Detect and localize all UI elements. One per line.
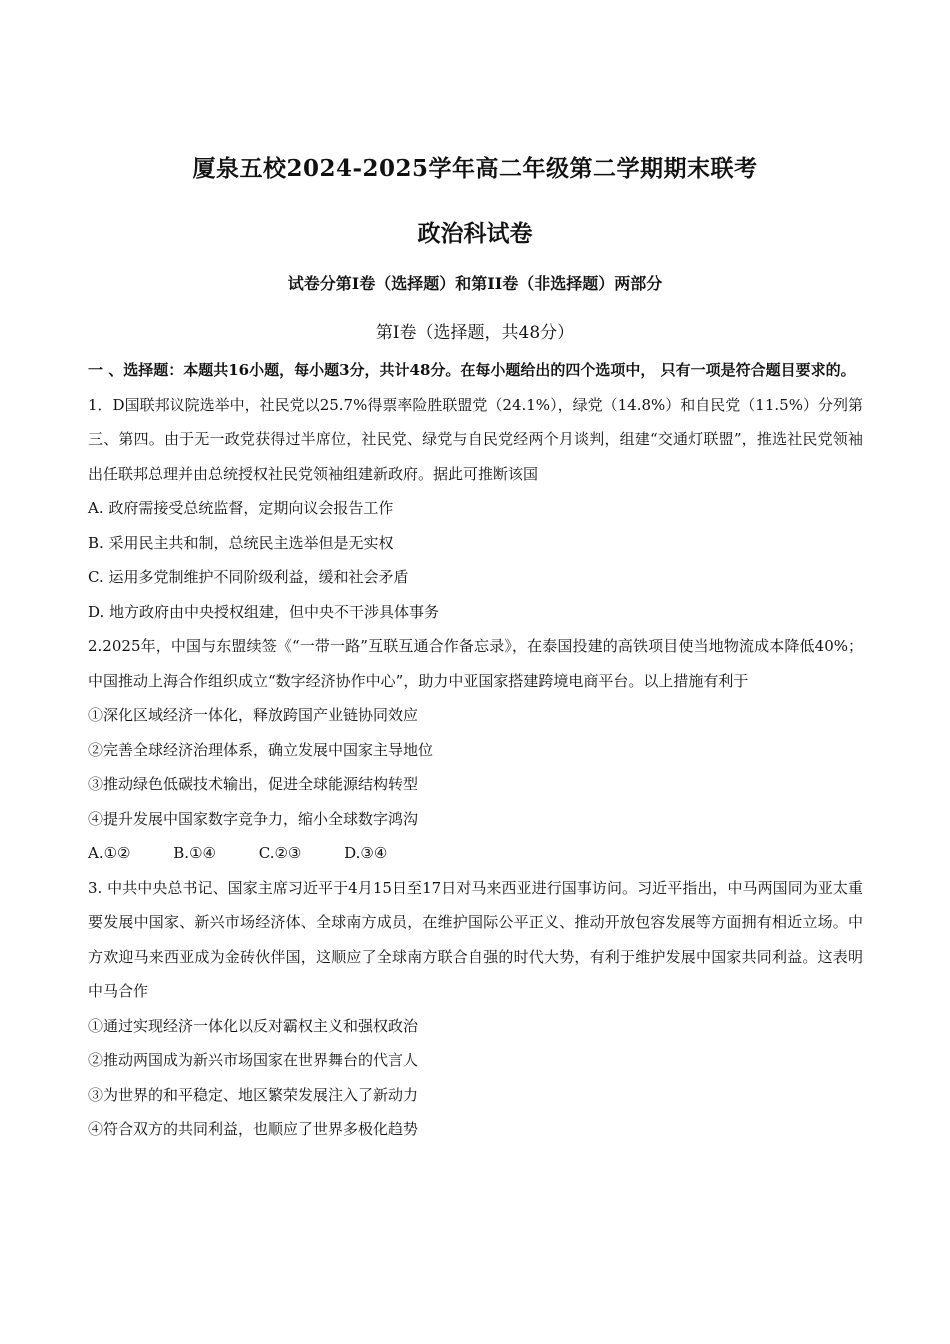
question-2-choice-b: B.①④ (173, 844, 216, 862)
question-3-statement-2: ②推动两国成为新兴市场国家在世界舞台的代言人 (88, 1051, 419, 1069)
question-3-statement-3: ③为世界的和平稳定、地区繁荣发展注入了新动力 (88, 1085, 419, 1104)
question-1-option-a: A. 政府需接受总统监督，定期向议会报告工作 (88, 499, 394, 517)
question-1-option-b: B. 采用民主共和制，总统民主选举但是无实权 (88, 533, 394, 552)
exam-title: 厦泉五校2024-2025学年高二年级第二学期期末联考 (192, 155, 758, 182)
section-heading: 一 、选择题：本题共16小题，每小题3分，共计48分。在每小题给出的四个选项中， 只有一项是符合题目要求的。 (88, 361, 856, 379)
question-2-choice-a: A.①② (88, 844, 131, 862)
question-2-statement-4: ④提升发展中国家数字竞争力，缩小全球数字鸿沟 (88, 809, 419, 828)
question-2-statement-3: ③推动绿色低碳技术输出，促进全球能源结构转型 (88, 775, 419, 793)
question-2-statement-2: ②完善全球经济治理体系，确立发展中国家主导地位 (88, 740, 434, 759)
question-3-statement-1: ①通过实现经济一体化以反对霸权主义和强权政治 (88, 1016, 419, 1035)
question-3-statement-4: ④符合双方的共同利益，也顺应了世界多极化趋势 (88, 1120, 419, 1138)
question-1-option-d: D. 地方政府由中央授权组建，但中央不干涉具体事务 (88, 602, 440, 621)
question-1-stem: 1．D国联邦议院选举中，社民党以25.7%得票率险胜联盟党（24.1%），绿党（14.8%）和自民党（11.5%）分列第三、第四。由于无一政党获得过半席位，社民党、绿党与自民党经两个月谈判，组建“交通灯联盟”，推选社民党领袖出任联邦总理并由总统授权社民党领袖组建新政府。据此可推断该国 (88, 395, 863, 483)
question-1-option-c: C. 运用多党制维护不同阶级利益，缓和社会矛盾 (88, 568, 409, 586)
question-3-stem: 3. 中共中央总书记、国家主席习近平于4月15日至17日对马来西亚进行国事访问。习近平指出，中马两国同为亚太重要发展中国家、新兴市场经济体、全球南方成员，在维护国际公平正义、推动开放包容发展等方面拥有相近立场。中方欢迎马来西亚成为金砖伙伴国，这顺应了全球南方联合自强的时代大势，有利于维护发展中国家共同利益。这表明中马合作 (88, 878, 863, 1000)
question-2-choice-d: D.③④ (344, 844, 388, 862)
question-2-stem: 2.2025年，中国与东盟续签《“一带一路”互联互通合作备忘录》，在泰国投建的高铁项目使当地物流成本降低40%；中国推动上海合作组织成立“数字经济协作中心”，助力中亚国家搭建跨境电商平台。以上措施有利于 (88, 637, 863, 690)
question-2-choice-c: C.②③ (258, 844, 302, 862)
question-2-choices (88, 836, 863, 871)
questions-body (88, 353, 863, 1147)
exam-subtitle: 政治科试卷 (417, 220, 533, 247)
exam-instructions: 试卷分第Ⅰ卷（选择题）和第II卷（非选择题）两部分 (287, 274, 663, 293)
volume-title: 第Ⅰ卷（选择题，共48分） (375, 323, 575, 343)
question-2-statement-1: ①深化区域经济一体化，释放跨国产业链协同效应 (88, 706, 419, 724)
